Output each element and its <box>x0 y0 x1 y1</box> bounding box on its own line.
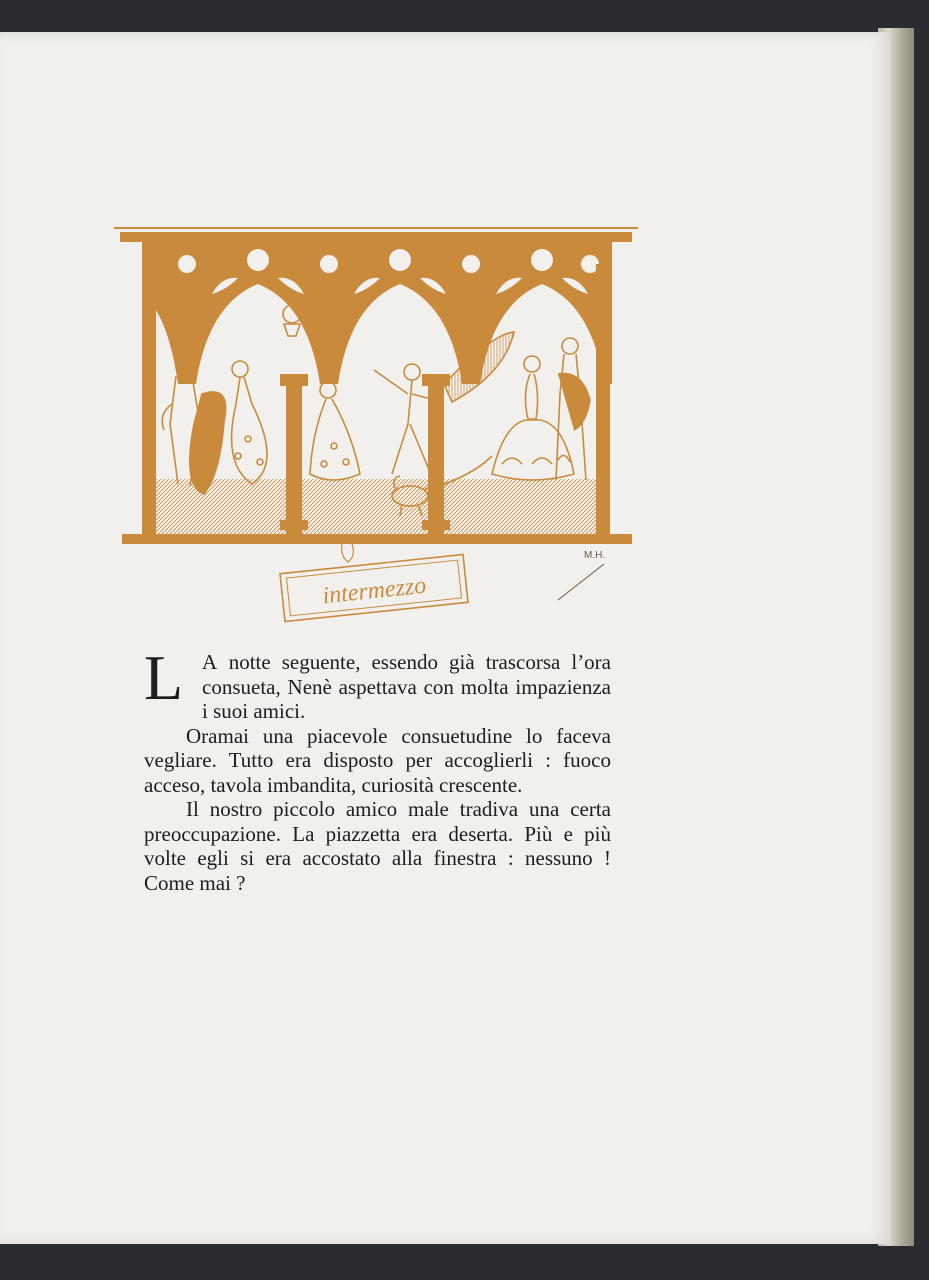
paragraph-1-text: notte seguente, essendo già trascorsa l’ora consueta, Nenè aspettava con molta impazienza i suoi amici. <box>202 650 611 723</box>
paragraph-3: Il nostro piccolo amico male tradiva una certa preoccupazione. La piazzetta era deserta. Più e più volte egli si era accostato alla finestra : nessuno ! Come mai ? <box>144 797 611 895</box>
paragraph-2: Oramai una piacevole consuetudine lo faceva vegliare. Tutto era disposto per accoglierli : fuoco acceso, tavola imbandita, curiosità crescente. <box>144 723 611 797</box>
intermezzo-sign <box>280 555 468 622</box>
paragraph-1 <box>144 642 611 724</box>
arcade-drawing <box>112 224 642 624</box>
sign-string <box>342 544 354 562</box>
artist-signature <box>558 550 605 600</box>
drop-cap: L <box>144 642 184 713</box>
arcade-top-beam <box>114 228 638 242</box>
signature-text: M.H. <box>584 550 606 561</box>
chapter-illustration <box>112 224 642 624</box>
floor-base <box>122 534 632 544</box>
gothic-arches <box>142 242 612 384</box>
chapter-text <box>144 642 611 895</box>
intermezzo-label: intermezzo <box>321 572 428 610</box>
first-word-caps: A <box>202 650 218 674</box>
book-page <box>0 32 890 1244</box>
floor-hatching <box>156 479 596 534</box>
